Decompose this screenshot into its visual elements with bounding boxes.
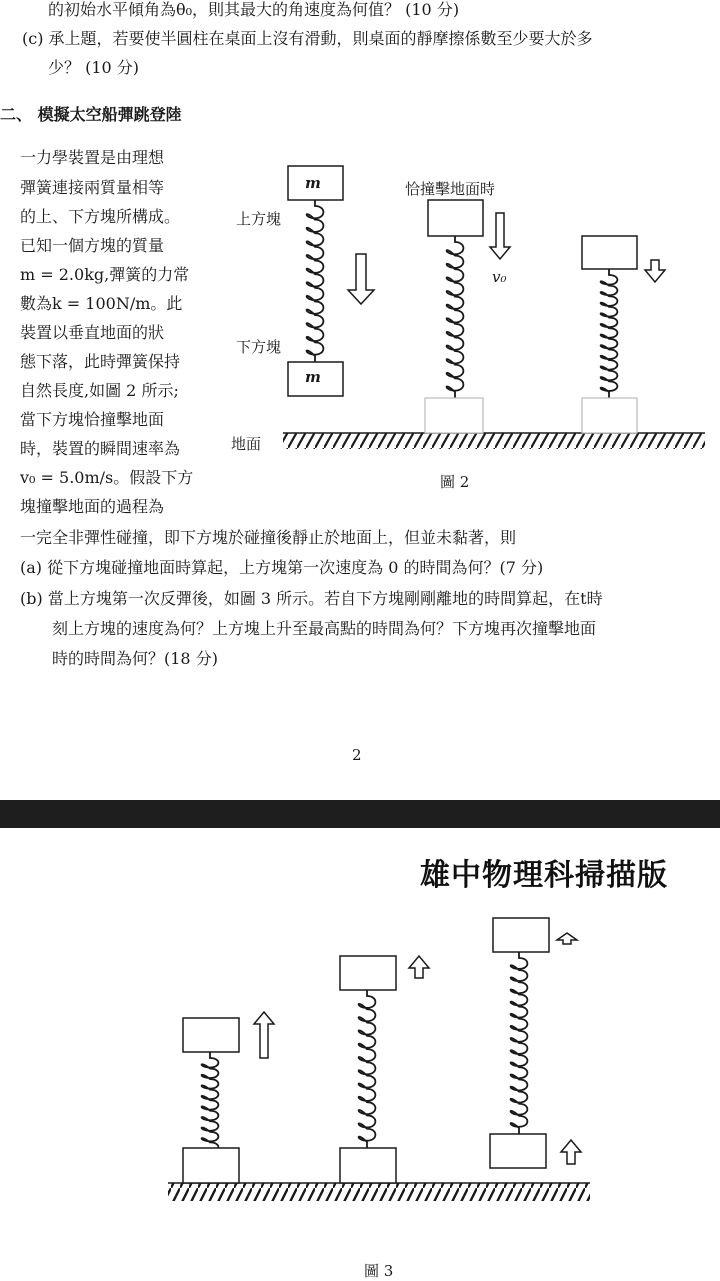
up-arrow-icon [561, 1140, 581, 1164]
figure-3-diagram [0, 828, 720, 1280]
spring [307, 200, 324, 362]
text-line: 刻上方塊的速度為何？上方塊上升至最高點的時間為何？下方塊再次撞擊地面 [52, 619, 597, 638]
spring [601, 269, 618, 398]
page-divider [0, 800, 720, 828]
figure-caption: 圖 2 [440, 473, 470, 491]
label-v0: v₀ [492, 268, 507, 286]
text-line: 時的時間為何？(18 分) [52, 649, 218, 668]
mass-label: m [305, 368, 321, 386]
text-line: 數為k = 100N/m。此 [20, 294, 183, 313]
ground-hatch [283, 433, 705, 449]
down-arrow-icon [490, 213, 510, 259]
lower-block [490, 1134, 546, 1168]
text-line: 一力學裝置是由理想 [20, 148, 165, 167]
document-page-2 [0, 828, 720, 1280]
scan-watermark: 雄中物理科掃描版 [420, 858, 668, 893]
down-arrow-icon [348, 254, 374, 304]
text-line: (b) 當上方塊第一次反彈後，如圖 3 所示。若自下方塊剛剛離地的時間算起，在t時 [20, 589, 603, 608]
mass-label: m [305, 174, 321, 192]
text-line: m = 2.0kg,彈簧的力常 [20, 265, 190, 284]
text-line: 的初始水平傾角為θ₀，則其最大的角速度為何值？ (10 分) [48, 0, 460, 19]
text-line: 已知一個方塊的質量 [20, 236, 165, 255]
down-arrow-icon [645, 260, 665, 282]
text-line: 態下落，此時彈簧保持 [20, 352, 181, 371]
label-ground: 地面 [231, 435, 262, 453]
figure-caption: 圖 3 [364, 1262, 394, 1280]
label-upper-block: 上方塊 [236, 210, 282, 228]
lower-block [340, 1148, 396, 1183]
section-title: 二、 模擬太空船彈跳登陸 [0, 105, 182, 124]
upper-block [493, 918, 549, 952]
text-line: 的上、下方塊所構成。 [20, 207, 181, 226]
lower-block [582, 398, 637, 433]
text-line: 裝置以垂直地面的狀 [20, 323, 165, 342]
text-line: v₀ = 5.0m/s。假設下方 [20, 468, 194, 487]
text-line: 時，裝置的瞬間速率為 [20, 439, 181, 458]
text-line: 彈簧連接兩質量相等 [20, 178, 165, 197]
spring [511, 952, 528, 1134]
figure-2-diagram [0, 0, 720, 500]
text-line: 少？ (10 分) [48, 58, 140, 77]
up-arrow-icon [409, 956, 429, 978]
text-line: 自然長度,如圖 2 所示; [20, 381, 179, 400]
upper-block [183, 1018, 239, 1052]
upper-block [340, 956, 396, 990]
text-line: 一完全非彈性碰撞，即下方塊於碰撞後靜止於地面上，但並未黏著，則 [20, 528, 517, 547]
text-line: 當下方塊恰撞擊地面 [20, 410, 165, 429]
text-line: (a) 從下方塊碰撞地面時算起，上方塊第一次速度為 0 的時間為何？(7 分) [20, 558, 544, 577]
up-arrow-icon [254, 1012, 274, 1058]
up-arrow-icon [557, 933, 577, 944]
page-number: 2 [352, 746, 362, 764]
label-impact: 恰撞擊地面時 [405, 180, 496, 198]
lower-block [183, 1148, 239, 1183]
text-line: 塊撞擊地面的過程為 [20, 497, 165, 516]
spring [447, 236, 464, 398]
lower-block [425, 398, 483, 433]
text-line: (c) 承上題，若要使半圓柱在桌面上沒有滑動，則桌面的靜摩擦係數至少要大於多 [22, 29, 593, 48]
upper-block [428, 200, 483, 236]
upper-block [582, 236, 637, 269]
label-lower-block: 下方塊 [236, 338, 282, 356]
spring [359, 990, 376, 1148]
